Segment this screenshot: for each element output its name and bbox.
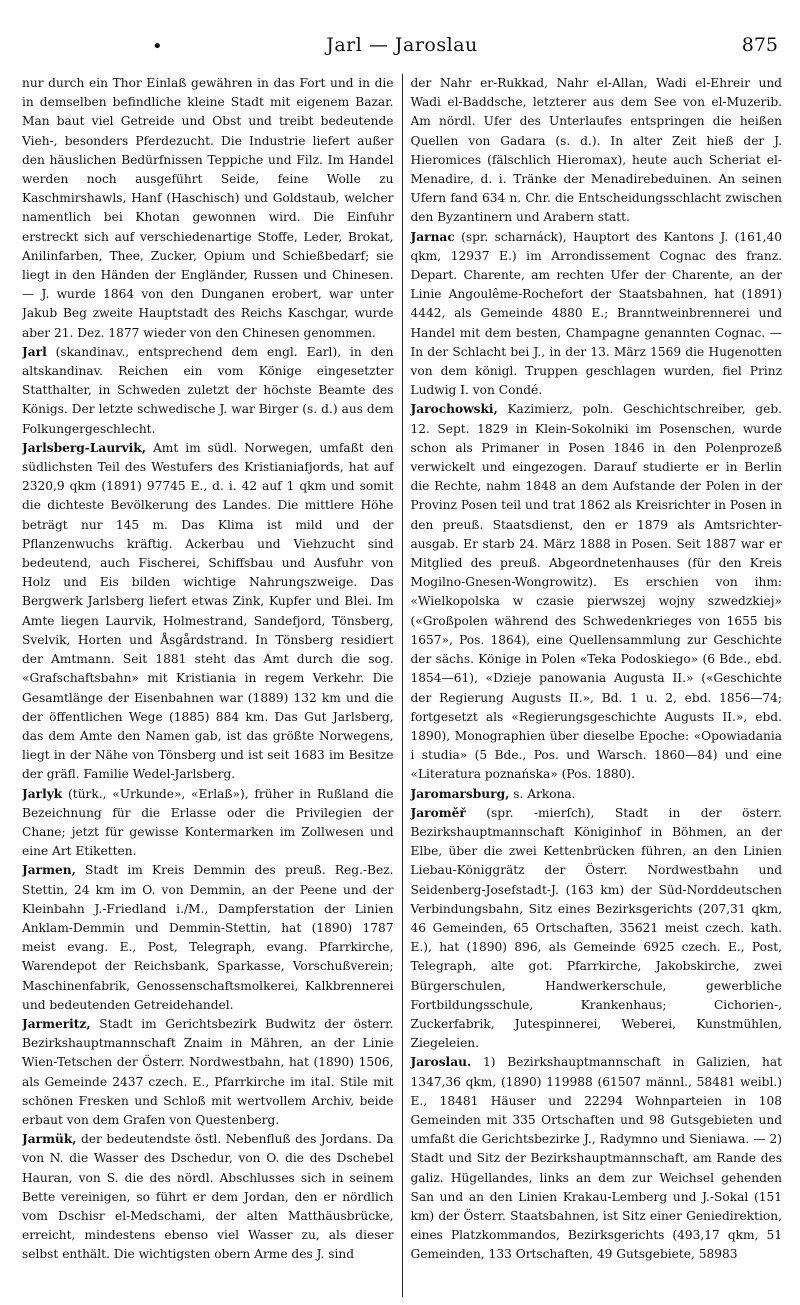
entry-text: Stadt im Gerichtsbezirk Budwitz der österr. Bezirkshauptmannschaft Znaim in Mähren, an der Linie Wien-Tetschen der Österr. Nordwestbahn, hat (1890) 1506, als Gemeinde 2437 czech. E., Pfarrkirche im ital. Stile mit schönen Fresken und Schloß mit wertvollem Archiv, beide erbaut von dem Grafen von Questenberg. — [22, 1016, 394, 1127]
continued-text — [410, 74, 782, 228]
dictionary-entry — [22, 1130, 394, 1264]
entry-text: (spr. -mierſch), Stadt in der österr. Bezirkshauptmannschaft Königinhof in Böhmen, an der Elbe, über die zwei Kettenbrücken führen, an den Linien Liebau-Königgrätz der Österr. Nordwestbahn und Seidenberg-Josefstadt-J. (163 km) der Süd-Norddeutschen Verbindungsbahn, Sitz eines Bezirksgerichts (207,31 qkm, 46 Gemeinden, 65 Ortschaften, 35621 meist czech. kath. E.), hat (1890) 896, als Gemeinde 6925 czech. E., Post, Telegraph, alte got. Pfarrkirche, Jakobskirche, zwei Bürgerschulen, Handwerkerschule, gewerbliche Fortbildungsschule, Krankenhaus; Cichorien-, Zuckerfabrik, Jutespinnerei, Weberei, Kunstmühlen, Ziegeleien. — [410, 805, 782, 1051]
entry-headword: Jaromarsburg, — [410, 786, 510, 801]
entry-headword: Jarl — [22, 344, 47, 359]
entry-text: (türk., «Urkunde», «Erlaß»), früher in Rußland die Bezeichnung für die Erlasse oder die Privilegien der Chane; jetzt für gewisse Kontermarken im Zollwesen und eine Art Etiketten. — [22, 786, 394, 859]
entry-headword: Jaroslau. — [410, 1055, 472, 1070]
dictionary-entry — [410, 228, 782, 401]
entry-text: Stadt im Kreis Demmin des preuß. Reg.-Bez. Stettin, 24 km im O. von Demmin, an der Peene und der Kleinbahn J.-Friedland i./M., Dampferstation der Linien Anklam-Demmin und Demmin-Stettin, hat (1890) 1787 meist evang. E., Post, Telegraph, evang. Pfarrkirche, Warendepot der Reichsbank, Sparkasse, Vorschußverein; Maschinenfabrik, Genossenschaftsmolkerei, Kalkbrennerei und bedeutenden Getreidehandel. — [22, 863, 394, 1012]
dictionary-entry — [22, 785, 394, 862]
dictionary-entry — [410, 785, 782, 804]
entry-text: s. Arkona. — [509, 786, 576, 801]
entry-text: (skandinav., entsprechend dem engl. Earl), in den altskandinav. Reichen ein vom Könige eingesetzter Statthalter, in Schweden zuletzt der höchste Beamte des Königs. Der letzte schwedische J. war Birger (s. d.) aus dem Folkungergeschlecht. — [22, 344, 394, 436]
entry-headword: Jaroměř — [410, 805, 466, 820]
dictionary-entry — [410, 1053, 782, 1264]
entry-headword: Jarnac — [410, 229, 455, 244]
column-divider — [402, 74, 403, 1297]
entry-headword: Jarmen, — [22, 863, 76, 878]
dictionary-entry — [22, 1015, 394, 1130]
text-columns — [22, 74, 782, 1297]
entry-headword: Jarmeritz, — [22, 1016, 91, 1031]
dictionary-entry — [22, 861, 394, 1015]
dictionary-entry — [410, 804, 782, 1054]
right-column — [410, 74, 782, 1297]
entry-text: Kazimierz, poln. Geschichtschreiber, geb. 12. Sept. 1829 in Klein-Sokolniki im Posenschen, wurde schon als Primaner in Posen 1846 in den Polenprozeß verwickelt und eingezogen. Darauf studierte er in Berlin die Rechte, nahm 1848 an dem Aufstande der Polen in der Provinz Posen teil und trat 1862 als Kreisrichter in Posen in den preuß. Staatsdienst, den er 1879 als Amtsrichter-ausgab. Er starb 24. März 1888 in Posen. Seit 1887 war er Mitglied des preuß. Abgeordnetenhauses (für den Kreis Mogilno-Gnesen-Wongrowitz). Es erschien von ihm: «Wielkopolska w czasie pierwszej wojny szwedzkiej» («Großpolen während des Schwedenkrieges von 1655 bis 1657», Pos. 1864), eine Quellensammlung zur Geschichte der sächs. Könige in Polen «Teka Podoskiego» (6 Bde., ebd. 1854—61), «Dzieje panowania Augusta II.» («Geschichte der Regierung Augusts II.», Bd. 1 u. 2, ebd. 1856—74; fortgesetzt als «Regierungsgeschichte Augusts II.», ebd. 1890), Monographien über dieselbe Epoche: «Opowiadania i studia» (5 Bde., Pos. und Warsch. 1860—84) und eine «Literatura poznańska» (Pos. 1880). — [410, 402, 782, 782]
header-mark: • — [152, 36, 163, 57]
page-number: 875 — [741, 34, 778, 56]
left-column — [22, 74, 394, 1297]
dictionary-entry — [22, 343, 394, 439]
entry-headword: Jarmük, — [22, 1132, 77, 1147]
entry-text: 1) Bezirkshauptmannschaft in Galizien, hat 1347,36 qkm, (1890) 119988 (61507 männl., 58481 weibl.) E., 18481 Häuser und 22294 Wohnparteien in 108 Gemeinden mit 335 Ortschaften und 98 Gutsgebieten und umfaßt die Gerichtsbezirke J., Radymno und Sieniawa. — 2) Stadt und Sitz der Bezirkshauptmannschaft, am Rande des galiz. Hügellandes, links an dem zur Weichsel gehenden San und an den Linien Krakau-Lemberg und J.-Sokal (151 km) der Österr. Staatsbahnen, ist Sitz einer Geniedirektion, eines Platzkommandos, Bezirksgerichts (493,17 qkm, 51 Gemeinden, 133 Ortschaften, 49 Gutsgebiete, 58983 — [410, 1055, 782, 1262]
dictionary-entry — [410, 400, 782, 784]
entry-text: (spr. scharnáck), Hauptort des Kantons J. (161,40 qkm, 12937 E.) im Arrondissement Cognac des franz. Depart. Charente, am rechten Ufer der Charente, an der Linie Angoulême-Rochefort der Staatsbahnen, hat (1891) 4442, als Gemeinde 4880 E.; Branntweinbrennerei und Handel mit dem besten, Champagne genannten Cognac. — In der Schlacht bei J., in der 13. März 1569 die Hugenotten von dem königl. Truppen geschlagen wurden, fiel Prinz Ludwig I. von Condé. — [410, 229, 782, 398]
entry-text: nur durch ein Thor Einlaß gewähren in das Fort und in die in demselben befindliche kleine Stadt mit eigenem Bazar. Man baut viel Getreide und Obst und treibt bedeutende Vieh-, besonders Pferdezucht. Die Industrie liefert außer den häuslichen Bedürfnissen Teppiche und Filz. Im Handel werden noch ausgeführt Seide, feine Wolle zu Kaschmirshawls, Hanf (Haschisch) und Goldstaub, welcher namentlich bei Khotan gewonnen wird. Die Einfuhr erstreckt sich auf verschiedenartige Stoffe, Leder, Brokat, Anilinfarben, Thee, Zucker, Opium und Schießbedarf; sie liegt in den Händen der Engländer, Russen und Chinesen. — J. wurde 1864 von den Dunganen erobert, war unter Jakub Beg zweite Hauptstadt des Reichs Kaschgar, wurde aber 21. Dez. 1877 wieder von den Chinesen genommen. — [22, 76, 394, 340]
entry-headword: Jarlsberg-Laurvik, — [22, 440, 146, 455]
running-title: Jarl — Jaroslau — [326, 34, 478, 56]
entry-headword: Jarochowski, — [410, 402, 498, 417]
entry-text: Amt im südl. Norwegen, umfaßt den südlichsten Teil des Westufers des Kristianiafjords, hat auf 2320,9 qkm (1891) 97745 E., d. i. 42 auf 1 qkm und somit die dichteste Bevölkerung des Landes. Die mittlere Höhe beträgt nur 145 m. Das Klima ist mild und der Pflanzenwuchs kräftig. Ackerbau und Viehzucht sind bedeutend, auch Fischerei, Schiffsbau und Ausfuhr von Holz und Eis bilden wichtige Nahrungszweige. Das Bergwerk Jarlsberg liefert etwas Zink, Kupfer und Blei. Im Amte liegen Laurvik, Holmestrand, Sandefjord, Tönsberg, Svelvik, Horten und Åsgårdstrand. In Tönsberg residiert der Amtmann. Seit 1881 steht das Amt durch die sog. «Grafschaftsbahn» mit Kristiania in regem Verkehr. Die Gesamtlänge der Eisenbahnen war (1889) 132 km und die der öffentlichen Wege (1885) 884 km. Das Gut Jarlsberg, das dem Amte den Namen gab, ist das größte Norwegens, liegt in der Nähe von Tönsberg und ist seit 1683 im Besitze der gräfl. Familie Wedel-Jarlsberg. — [22, 440, 394, 782]
entry-text: der bedeutendste östl. Nebenfluß des Jordans. Da von N. die Wasser des Dschedur, von O. die des Dschebel Hauran, von S. die des nördl. Abschlusses sich in seinem Bette vereinigen, so führt er dem Jordan, den er nördlich vom Dschisr el-Medschami, der alten Matthäusbrücke, erreicht, mindestens ebenso viel Wasser zu, als dieser selbst enthält. Die wichtigsten obern Arme des J. sind — [22, 1132, 394, 1262]
continued-text — [22, 74, 394, 343]
dictionary-entry — [22, 439, 394, 785]
entry-headword: Jarlyk — [22, 786, 63, 801]
entry-text: der Nahr er-Rukkad, Nahr el-Allan, Wadi el-Ehreir und Wadi el-Baddsche, letzterer aus dem See von el-Muzerib. Am nördl. Ufer des Unterlaufes entspringen die heißen Quellen von Gadara (s. d.). In alter Zeit hieß der J. Hieromices (fälschlich Hieromax), heute auch Scheriat el-Menadire, d. i. Tränke der Menadirebeduinen. An seinen Ufern fand 634 n. Chr. die Entscheidungsschlacht zwischen den Byzantinern und Arabern statt. — [410, 76, 782, 225]
page-header — [22, 34, 782, 64]
